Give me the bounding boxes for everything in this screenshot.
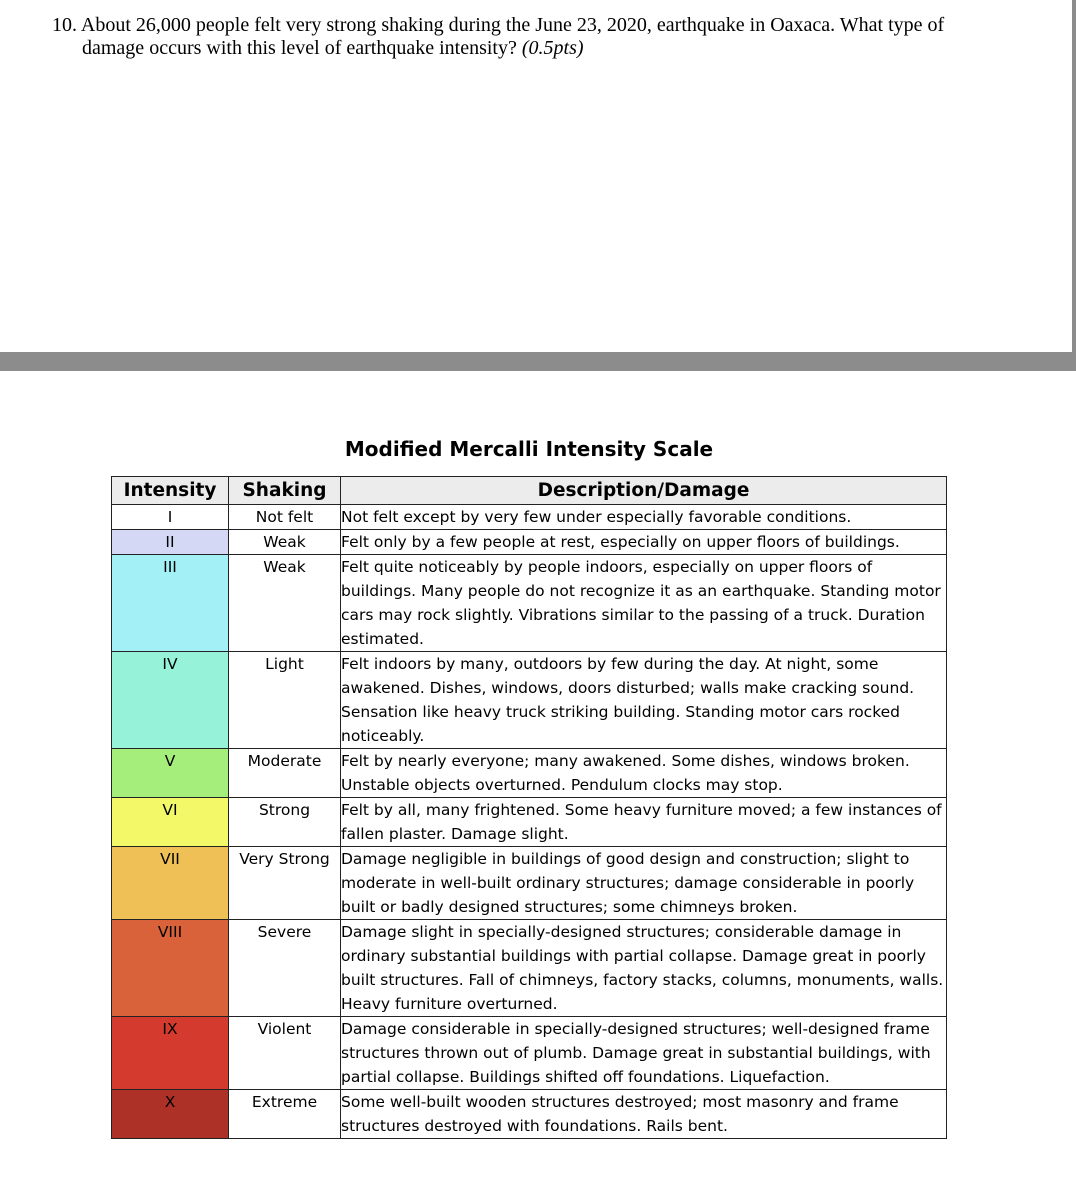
shaking-cell: Strong (229, 798, 341, 847)
question-line-2-text: damage occurs with this level of earthquake intensity? (82, 37, 517, 59)
header-intensity: Intensity (112, 477, 229, 505)
description-cell: Felt by nearly everyone; many awakened. Some dishes, windows broken. Unstable objects overturned. Pendulum clocks may stop. (341, 749, 947, 798)
shaking-cell: Light (229, 652, 341, 749)
shaking-cell: Moderate (229, 749, 341, 798)
table-header-row (112, 477, 947, 505)
intensity-cell: VI (112, 798, 229, 847)
intensity-cell: VII (112, 847, 229, 920)
table-row (112, 505, 947, 530)
description-cell: Some well-built wooden structures destroyed; most masonry and frame structures destroyed with foundations. Rails bent. (341, 1090, 947, 1139)
table-row (112, 749, 947, 798)
intensity-cell: II (112, 530, 229, 555)
intensity-cell: IX (112, 1017, 229, 1090)
description-cell: Damage slight in specially-designed structures; considerable damage in ordinary substantial buildings with partial collapse. Damage great in poorly built structures. Fall of chimneys, factory stacks, columns, monuments, walls. Heavy furniture overturned. (341, 920, 947, 1017)
page-separator (0, 352, 1076, 371)
shaking-cell: Violent (229, 1017, 341, 1090)
table-row (112, 798, 947, 847)
intensity-cell: X (112, 1090, 229, 1139)
intensity-cell: VIII (112, 920, 229, 1017)
description-cell: Felt by all, many frightened. Some heavy furniture moved; a few instances of fallen plaster. Damage slight. (341, 798, 947, 847)
table-row (112, 847, 947, 920)
intensity-cell: V (112, 749, 229, 798)
description-cell: Not felt except by very few under especially favorable conditions. (341, 505, 947, 530)
header-description: Description/Damage (341, 477, 947, 505)
shaking-cell: Not felt (229, 505, 341, 530)
mercalli-table (111, 476, 947, 1139)
table-row (112, 1090, 947, 1139)
shaking-cell: Severe (229, 920, 341, 1017)
question-line-2 (52, 37, 1042, 60)
description-cell: Felt indoors by many, outdoors by few during the day. At night, some awakened. Dishes, windows, doors disturbed; walls make cracking sound. Sensation like heavy truck striking building. Standing motor cars rocked noticeably. (341, 652, 947, 749)
description-cell: Felt quite noticeably by people indoors, especially on upper floors of buildings. Many people do not recognize it as an earthquake. Standing motor cars may rock slightly. Vibrations similar to the passing of a truck. Duration estimated. (341, 555, 947, 652)
header-shaking: Shaking (229, 477, 341, 505)
description-cell: Damage negligible in buildings of good design and construction; slight to moderate in well-built ordinary structures; damage considerable in poorly built or badly designed structures; some chimneys broken. (341, 847, 947, 920)
description-cell: Damage considerable in specially-designed structures; well-designed frame structures thrown out of plumb. Damage great in substantial buildings, with partial collapse. Buildings shifted off foundations. Liquefaction. (341, 1017, 947, 1090)
page-edge (1072, 0, 1076, 371)
question-points: (0.5pts) (521, 37, 584, 59)
shaking-cell: Extreme (229, 1090, 341, 1139)
table-title: Modified Mercalli Intensity Scale (344, 437, 714, 461)
table-row (112, 652, 947, 749)
shaking-cell: Weak (229, 530, 341, 555)
shaking-cell: Weak (229, 555, 341, 652)
description-cell: Felt only by a few people at rest, especially on upper floors of buildings. (341, 530, 947, 555)
table-row (112, 1017, 947, 1090)
table-row (112, 920, 947, 1017)
table-row (112, 530, 947, 555)
question-line-1: 10. About 26,000 people felt very strong shaking during the June 23, 2020, earthquake in Oaxaca. What type of (52, 14, 945, 36)
table-row (112, 555, 947, 652)
question-text (52, 14, 1042, 60)
intensity-cell: IV (112, 652, 229, 749)
intensity-cell: III (112, 555, 229, 652)
intensity-cell: I (112, 505, 229, 530)
shaking-cell: Very Strong (229, 847, 341, 920)
